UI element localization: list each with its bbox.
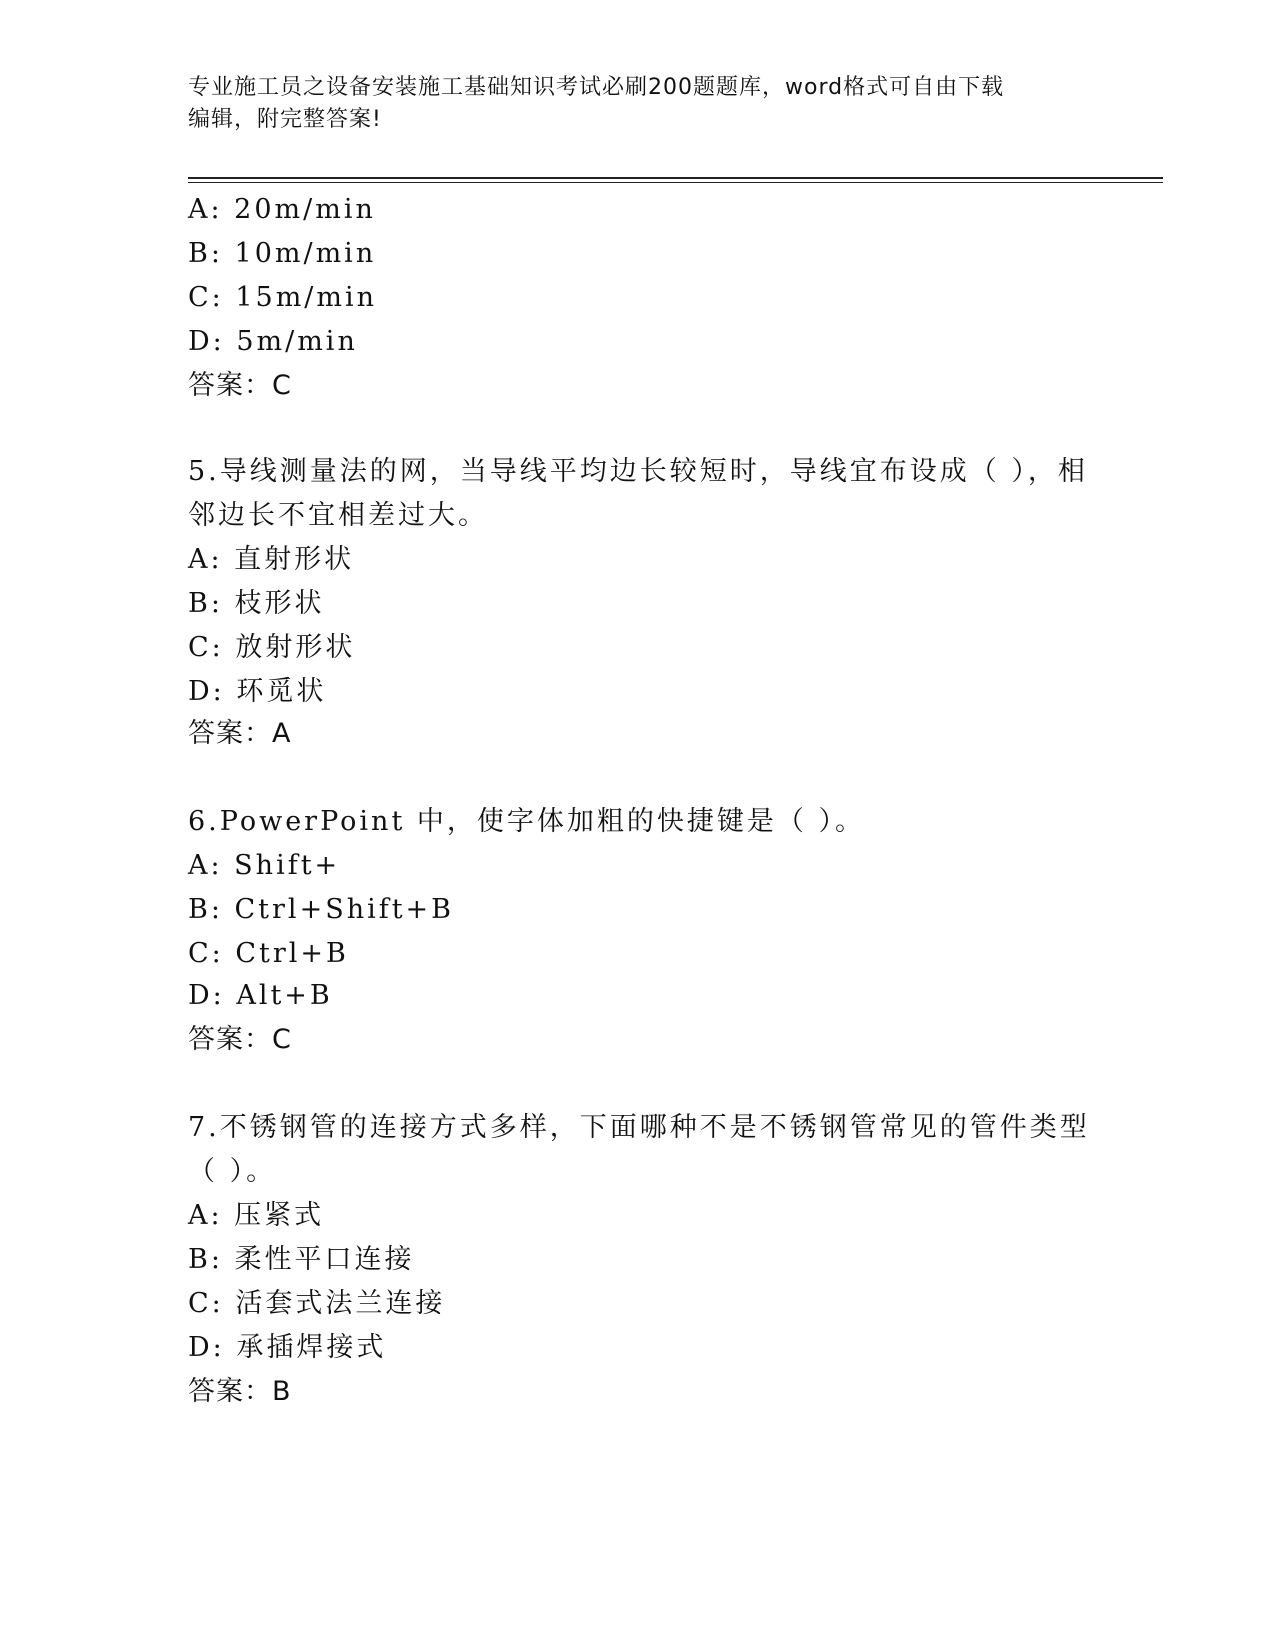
q5-stem-line-1: 5.导线测量法的网，当导线平均边长较短时，导线宜布设成（ ），相 — [188, 456, 1088, 487]
q4-answer: 答案：C — [188, 370, 292, 401]
q6-answer: 答案：C — [188, 1024, 292, 1055]
q6-stem-line-1: 6.PowerPoint 中，使字体加粗的快捷键是（ ）。 — [188, 806, 865, 837]
q7-stem-line-1: 7.不锈钢管的连接方式多样，下面哪种不是不锈钢管常见的管件类型 — [188, 1112, 1090, 1143]
q5-stem-line-2: 邻边长不宜相差过大。 — [188, 500, 488, 531]
q7-answer: 答案：B — [188, 1376, 292, 1407]
document-header — [188, 72, 1088, 136]
q4-option-a: A: 20m/min — [188, 194, 376, 225]
q7-stem-line-2: （ ）。 — [188, 1156, 277, 1187]
q6-option-c: C: Ctrl+B — [188, 938, 349, 969]
q5-option-b: B: 枝形状 — [188, 588, 325, 619]
q7-option-d: D: 承插焊接式 — [188, 1332, 387, 1363]
q6-option-d: D: Alt+B — [188, 980, 333, 1011]
q7-option-c: C: 活套式法兰连接 — [188, 1288, 446, 1319]
q7-option-a: A: 压紧式 — [188, 1200, 325, 1231]
q4-option-d: D: 5m/min — [188, 326, 358, 357]
q5-option-c: C: 放射形状 — [188, 632, 356, 663]
q5-option-d: D: 环觅状 — [188, 676, 327, 707]
header-title-line-1: 专业施工员之设备安装施工基础知识考试必刷200题题库，word格式可自由下载 — [188, 75, 1005, 100]
header-rule-thin — [188, 182, 1163, 183]
q4-option-b: B: 10m/min — [188, 238, 377, 269]
header-rule-thick — [188, 177, 1163, 179]
q6-option-a: A: Shift+ — [188, 850, 341, 881]
q5-option-a: A: 直射形状 — [188, 544, 355, 575]
q5-answer: 答案：A — [188, 718, 292, 749]
q7-option-b: B: 柔性平口连接 — [188, 1244, 415, 1275]
q6-option-b: B: Ctrl+Shift+B — [188, 894, 455, 925]
header-title-line-2: 编辑，附完整答案! — [188, 107, 382, 132]
q4-option-c: C: 15m/min — [188, 282, 378, 313]
